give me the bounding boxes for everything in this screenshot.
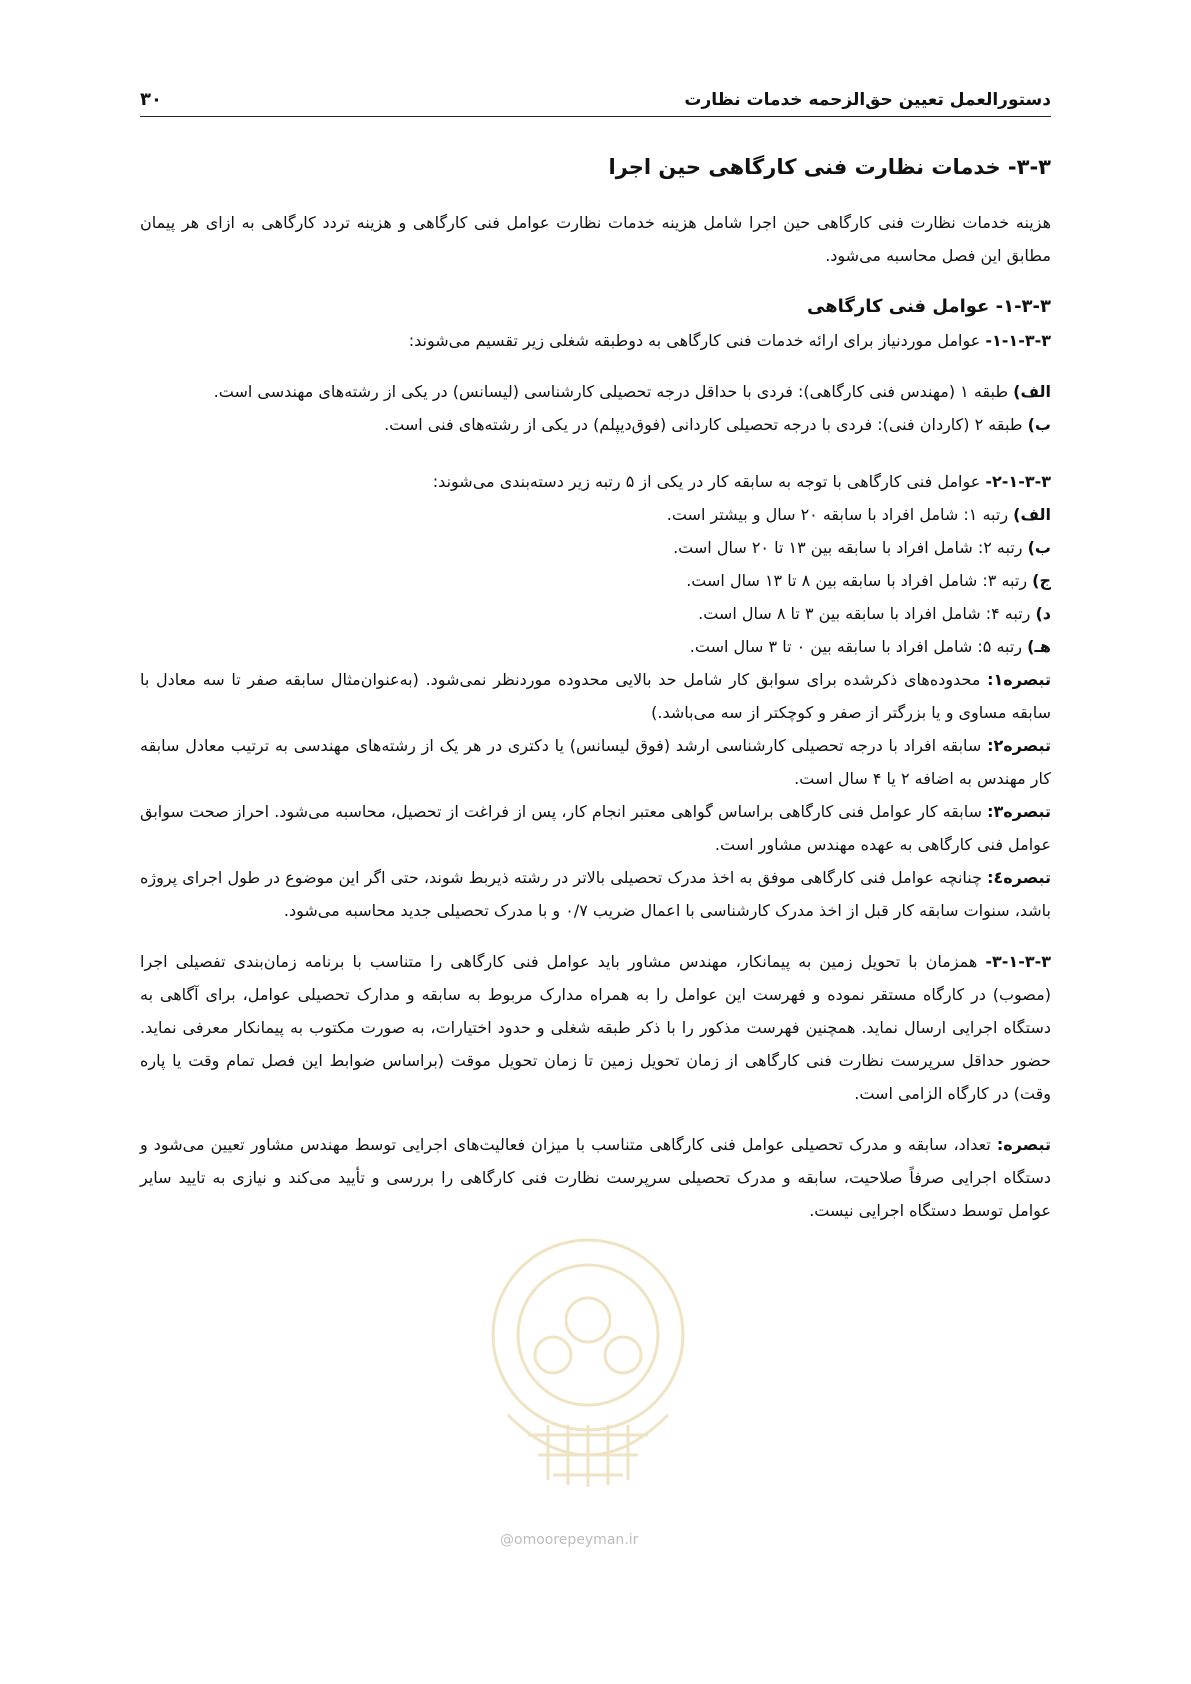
note-item xyxy=(140,795,1051,861)
paragraph-number: ۲-۱-۳-۳- xyxy=(985,472,1051,491)
notes-list xyxy=(140,663,1051,927)
list-item xyxy=(140,375,1051,408)
item-text: رتبه ۳: شامل افراد با سابقه بین ۸ تا ۱۳ سال است. xyxy=(686,571,1033,590)
section-number: ۳-۳- xyxy=(1007,155,1051,179)
item-text: رتبه ۲: شامل افراد با سابقه بین ۱۳ تا ۲۰ سال است. xyxy=(673,538,1028,557)
watermark-emblem xyxy=(468,1225,708,1525)
section-heading xyxy=(140,150,1051,184)
final-note xyxy=(140,1128,1051,1227)
note-item xyxy=(140,663,1051,729)
page-header xyxy=(140,76,1051,117)
paragraph-text: عوامل فنی کارگاهی با توجه به سابقه کار در یکی از ۵ رتبه زیر دسته‌بندی می‌شوند: xyxy=(432,472,986,491)
item-label: ج) xyxy=(1032,571,1051,590)
item-label: الف) xyxy=(1013,382,1051,401)
rank-list xyxy=(140,498,1051,663)
item-text: رتبه ۱: شامل افراد با سابقه ۲۰ سال و بیشتر است. xyxy=(666,505,1014,524)
subsection-number: ۱-۳-۳- xyxy=(995,296,1051,317)
paragraph-number: ۱-۱-۳-۳- xyxy=(985,331,1051,350)
paragraph-3 xyxy=(140,945,1051,1110)
item-label: ب) xyxy=(1027,415,1051,434)
paragraph-1 xyxy=(140,324,1051,357)
list-item xyxy=(140,498,1051,531)
item-text: رتبه ۴: شامل افراد با سابقه بین ۳ تا ۸ سال است. xyxy=(698,604,1036,623)
list-item xyxy=(140,564,1051,597)
note-text: سابقه کار عوامل فنی کارگاهی براساس گواهی معتبر انجام کار، پس از فراغت از تحصیل، محاسبه می‌شود. احراز صحت سوابق عوامل فنی کارگاهی به عهده مهندس مشاور است. xyxy=(140,802,1051,854)
section-title: خدمات نظارت فنی کارگاهی حین اجرا xyxy=(608,155,1001,179)
item-label: ب) xyxy=(1027,538,1051,557)
class-list xyxy=(140,375,1051,441)
list-item xyxy=(140,597,1051,630)
note-label: تبصره: xyxy=(996,1135,1051,1154)
header-title: دستورالعمل تعیین حق‌الزحمه خدمات نظارت xyxy=(684,90,1051,110)
item-text: طبقه ۲ (کاردان فنی): فردی با درجه تحصیلی کاردانی (فوق‌دیپلم) در یکی از رشته‌های فنی است. xyxy=(384,415,1028,434)
note-text: چنانچه عوامل فنی کارگاهی موفق به اخذ مدرک تحصیلی بالاتر در رشته ذیربط شوند، حتی اگر این موضوع در طول اجرای پروژه باشد، سنوات سابقه کار قبل از اخذ مدرک کارشناسی با اعمال ضریب ۰/۷ و با مدرک تحصیلی جدید محاسبه می‌شود. xyxy=(140,868,1051,920)
item-label: الف) xyxy=(1013,505,1051,524)
subsection-title: عوامل فنی کارگاهی xyxy=(806,296,990,317)
list-item xyxy=(140,531,1051,564)
item-text: طبقه ۱ (مهندس فنی کارگاهی): فردی با حداقل درجه تحصیلی کارشناسی (لیسانس) در یکی از رشته‌های مهندسی است. xyxy=(213,382,1014,401)
item-label: د) xyxy=(1035,604,1051,623)
list-item xyxy=(140,630,1051,663)
note-label: تبصره٤: xyxy=(987,868,1051,887)
note-label: تبصره۲: xyxy=(987,736,1051,755)
paragraph-number: ۳-۱-۳-۳- xyxy=(985,952,1051,971)
watermark-text: @omoorepeyman.ir xyxy=(500,1532,639,1548)
paragraph-2 xyxy=(140,465,1051,498)
note-text: تعداد، سابقه و مدرک تحصیلی عوامل فنی کارگاهی متناسب با میزان فعالیت‌های اجرایی توسط مهندس مشاور تعیین می‌شود و دستگاه اجرایی صرفاً صلاحیت، سابقه و مدرک تحصیلی سرپرست نظارت فنی کارگاهی را بررسی و تأیید می‌کند و نیازی به تایید سایر عوامل توسط دستگاه اجرایی نیست. xyxy=(140,1135,1051,1220)
note-label: تبصره۱: xyxy=(987,670,1051,689)
note-item xyxy=(140,729,1051,795)
page-content xyxy=(140,150,1051,1227)
note-label: تبصره۳: xyxy=(987,802,1051,821)
intro-paragraph: هزینه خدمات نظارت فنی کارگاهی حین اجرا شامل هزینه خدمات نظارت عوامل فنی کارگاهی و هزینه تردد کارگاهی به ازای هر پیمان مطابق این فصل محاسبه می‌شود. xyxy=(140,213,1051,265)
item-text: رتبه ۵: شامل افراد با سابقه بین ۰ تا ۳ سال است. xyxy=(689,637,1028,656)
note-text: سابقه افراد با درجه تحصیلی کارشناسی ارشد (فوق لیسانس) یا دکتری در هر یک از رشته‌های مهندسی به ترتیب معادل سابقه کار مهندس به اضافه ۲ یا ۴ سال است. xyxy=(140,736,1051,788)
item-label: هـ) xyxy=(1027,637,1051,656)
page-number: ۳۰ xyxy=(140,89,162,110)
note-text: محدوده‌های ذکرشده برای سوابق کار شامل حد بالایی محدوده موردنظر نمی‌شود. (به‌عنوان‌مثال سابقه صفر تا سه معادل با سابقه مساوی و یا بزرگتر از صفر و کوچکتر از سه می‌باشد.) xyxy=(140,670,1051,722)
paragraph-text: همزمان با تحویل زمین به پیمانکار، مهندس مشاور باید عوامل فنی کارگاهی را متناسب با برنامه زمان‌بندی تفصیلی اجرا (مصوب) در کارگاه مستقر نموده و فهرست این عوامل را به همراه مدارک مربوط به سابقه و مدارک تحصیلی عوامل، برای آگاهی به دستگاه اجرایی ارسال نماید. همچنین فهرست مذکور را با ذکر طبقه شغلی و حدود اختیارات، به صورت مکتوب به پیمانکار معرفی نماید. حضور حداقل سرپرست نظارت فنی کارگاهی از زمان تحویل زمین تا زمان تحویل موقت (براساس ضوابط این فصل تمام وقت یا پاره وقت) در کارگاه الزامی است. xyxy=(140,952,1051,1103)
note-item xyxy=(140,861,1051,927)
list-item xyxy=(140,408,1051,441)
paragraph-text: عوامل موردنیاز برای ارائه خدمات فنی کارگاهی به دوطبقه شغلی زیر تقسیم می‌شوند: xyxy=(408,331,986,350)
subsection-heading xyxy=(140,290,1051,324)
